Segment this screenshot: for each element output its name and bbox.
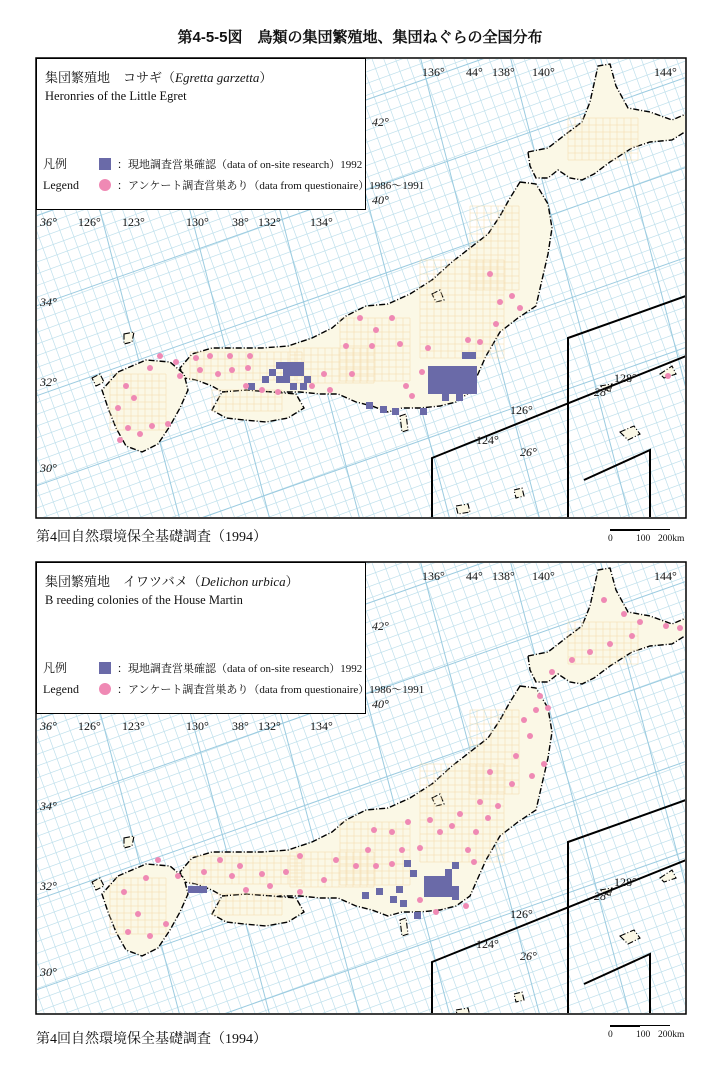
research-square — [442, 366, 449, 373]
research-square — [396, 886, 403, 893]
lon-label: 44° — [466, 65, 483, 79]
research-square — [283, 369, 290, 376]
research-square — [469, 352, 476, 359]
questionnaire-dot — [333, 857, 339, 863]
lon-label: 134° — [310, 215, 333, 229]
questionnaire-dot — [349, 371, 355, 377]
questionnaire-dot — [405, 819, 411, 825]
research-square — [449, 387, 456, 394]
questionnaire-dot — [607, 641, 613, 647]
questionnaire-dot — [427, 817, 433, 823]
research-square — [456, 394, 463, 401]
research-square — [449, 373, 456, 380]
questionnaire-dot — [485, 815, 491, 821]
questionnaire-dot — [397, 341, 403, 347]
questionnaire-dot — [197, 367, 203, 373]
research-square — [456, 380, 463, 387]
questionnaire-dot — [465, 847, 471, 853]
lat-label: 40° — [372, 193, 389, 207]
lat-label: 28° — [594, 385, 611, 399]
lat-label: 26° — [520, 949, 537, 963]
questionnaire-dot — [389, 861, 395, 867]
questionnaire-dot — [117, 437, 123, 443]
questionnaire-dot — [157, 353, 163, 359]
questionnaire-dot — [163, 921, 169, 927]
questionnaire-dot-icon — [99, 179, 111, 191]
lon-label: 123° — [122, 215, 145, 229]
legend-questionnaire-label: ：アンケート調査営巣あり（data from questionaire）1986～1991 — [117, 684, 425, 696]
questionnaire-dot — [227, 353, 233, 359]
lon-label: 140° — [532, 569, 555, 583]
questionnaire-dot — [545, 705, 551, 711]
research-square — [442, 387, 449, 394]
lat-label: 36° — [40, 215, 57, 229]
questionnaire-dot — [477, 339, 483, 345]
legend-research-label: ：現地調査営巣確認（data of on-site research）1992 — [117, 662, 363, 675]
questionnaire-dot — [125, 929, 131, 935]
research-square — [290, 369, 297, 376]
questionnaire-dot — [327, 387, 333, 393]
questionnaire-dot — [207, 353, 213, 359]
questionnaire-dot — [437, 829, 443, 835]
map-subtitle: Heronries of the Little Egret — [45, 89, 187, 103]
scale-bar — [606, 1022, 716, 1044]
research-square — [424, 883, 431, 890]
research-square — [276, 376, 283, 383]
lat-label: 32° — [40, 375, 57, 389]
questionnaire-dot — [229, 367, 235, 373]
research-square — [445, 876, 452, 883]
legend-key-jp: 凡例 — [43, 157, 68, 171]
research-square — [420, 408, 427, 415]
lat-label: 36° — [40, 719, 57, 733]
research-square — [431, 883, 438, 890]
scale-label-end: 200km — [658, 534, 685, 544]
lon-label: 126° — [78, 215, 101, 229]
research-square — [452, 862, 459, 869]
questionnaire-dot — [637, 619, 643, 625]
research-square — [392, 408, 399, 415]
figure-title: 第4-5-5図 鳥類の集団繁殖地、集団ねぐらの全国分布 — [177, 29, 543, 46]
research-square — [269, 369, 276, 376]
questionnaire-dot — [147, 365, 153, 371]
research-square — [442, 394, 449, 401]
research-square — [435, 380, 442, 387]
research-square — [470, 380, 477, 387]
legend-row-research — [43, 659, 362, 676]
research-square — [194, 886, 201, 893]
lat-label: 34° — [40, 799, 57, 813]
research-square — [362, 892, 369, 899]
questionnaire-dot — [237, 863, 243, 869]
map-title-close: ） — [259, 70, 273, 85]
research-square — [456, 373, 463, 380]
map-title-latin: Egretta garzetta — [175, 70, 260, 85]
lon-label: 126° — [510, 907, 533, 921]
lon-label: 138° — [492, 65, 515, 79]
research-square — [248, 383, 255, 390]
scale-bar-line — [610, 529, 640, 531]
lon-label: 124° — [476, 937, 499, 951]
research-square — [200, 886, 207, 893]
questionnaire-dot — [177, 373, 183, 379]
questionnaire-dot — [417, 845, 423, 851]
questionnaire-dot — [149, 423, 155, 429]
research-square — [463, 380, 470, 387]
research-square — [188, 886, 195, 893]
scale-label-mid: 100 — [636, 1030, 651, 1040]
questionnaire-dot — [527, 733, 533, 739]
lon-label: 126° — [78, 719, 101, 733]
questionnaire-dot — [371, 827, 377, 833]
questionnaire-dot — [275, 389, 281, 395]
questionnaire-dot — [115, 405, 121, 411]
map-title-latin: Delichon urbica — [200, 574, 286, 589]
questionnaire-dot — [409, 393, 415, 399]
questionnaire-dot — [229, 873, 235, 879]
questionnaire-dot — [215, 371, 221, 377]
scale-label-mid: 100 — [636, 534, 651, 544]
scale-bar-line — [640, 1025, 670, 1026]
research-square — [435, 387, 442, 394]
questionnaire-dot — [621, 611, 627, 617]
questionnaire-dot — [131, 395, 137, 401]
research-square — [428, 366, 435, 373]
research-square — [304, 376, 311, 383]
research-square — [463, 387, 470, 394]
questionnaire-dot — [373, 327, 379, 333]
research-square — [380, 406, 387, 413]
questionnaire-dot — [399, 847, 405, 853]
research-square — [300, 383, 307, 390]
questionnaire-dot — [135, 911, 141, 917]
map-title — [45, 69, 357, 87]
questionnaire-dot — [521, 717, 527, 723]
questionnaire-dot — [321, 877, 327, 883]
lon-label: 130° — [186, 215, 209, 229]
questionnaire-dot — [601, 597, 607, 603]
research-square — [462, 352, 469, 359]
questionnaire-dot — [125, 425, 131, 431]
research-square — [456, 387, 463, 394]
source-caption: 第4回自然環境保全基礎調査（1994） — [36, 1032, 267, 1047]
questionnaire-dot-icon — [99, 683, 111, 695]
questionnaire-dot — [259, 387, 265, 393]
legend-key-en: Legend — [43, 177, 79, 192]
legend-row-questionnaire — [43, 177, 424, 193]
questionnaire-dot — [201, 869, 207, 875]
questionnaire-dot — [493, 321, 499, 327]
research-square — [438, 876, 445, 883]
questionnaire-dot — [549, 669, 555, 675]
lon-label: 132° — [258, 215, 281, 229]
questionnaire-dot — [389, 315, 395, 321]
lon-label: 130° — [186, 719, 209, 733]
map-subtitle: B reeding colonies of the House Martin — [45, 593, 243, 607]
research-square — [431, 876, 438, 883]
map-title — [45, 573, 357, 591]
research-square — [400, 900, 407, 907]
questionnaire-dot — [509, 293, 515, 299]
questionnaire-dot — [143, 875, 149, 881]
questionnaire-dot — [663, 623, 669, 629]
research-square — [470, 373, 477, 380]
scale-label-zero: 0 — [608, 1030, 613, 1040]
questionnaire-dot — [587, 649, 593, 655]
questionnaire-dot — [471, 859, 477, 865]
research-square — [414, 912, 421, 919]
scale-bar-line — [640, 529, 670, 530]
questionnaire-dot — [389, 829, 395, 835]
scale-label-end: 200km — [658, 1030, 685, 1040]
research-square — [463, 366, 470, 373]
map-title-jp: 集団繁殖地 コサギ（ — [45, 70, 176, 85]
questionnaire-dot — [465, 337, 471, 343]
research-square-icon — [99, 158, 111, 170]
questionnaire-dot — [173, 359, 179, 365]
questionnaire-dot — [509, 781, 515, 787]
questionnaire-dot — [353, 863, 359, 869]
lat-label: 32° — [40, 879, 57, 893]
research-square — [435, 366, 442, 373]
research-square — [470, 366, 477, 373]
questionnaire-dot — [457, 811, 463, 817]
map-title-jp: 集団繁殖地 イワツバメ（ — [45, 574, 201, 589]
questionnaire-dot — [537, 693, 543, 699]
scale-label-zero: 0 — [608, 534, 613, 544]
questionnaire-dot — [245, 365, 251, 371]
research-square-icon — [99, 662, 111, 674]
research-square — [449, 366, 456, 373]
questionnaire-dot — [283, 869, 289, 875]
research-square — [428, 387, 435, 394]
lon-label: 128° — [614, 875, 637, 889]
research-square — [470, 387, 477, 394]
research-square — [297, 369, 304, 376]
research-square — [410, 870, 417, 877]
research-square — [290, 383, 297, 390]
questionnaire-dot — [533, 707, 539, 713]
legend-research-label: ：現地調査営巣確認（data of on-site research）1992 — [117, 158, 363, 171]
research-square — [276, 362, 283, 369]
research-square — [366, 402, 373, 409]
lon-label: 38° — [232, 215, 249, 229]
questionnaire-dot — [137, 431, 143, 437]
research-square — [428, 373, 435, 380]
questionnaire-dot — [425, 345, 431, 351]
questionnaire-dot — [343, 343, 349, 349]
questionnaire-dot — [309, 383, 315, 389]
research-square — [431, 890, 438, 897]
questionnaire-dot — [373, 863, 379, 869]
research-square — [445, 890, 452, 897]
questionnaire-dot — [473, 829, 479, 835]
questionnaire-dot — [497, 299, 503, 305]
questionnaire-dot — [665, 373, 671, 379]
research-square — [438, 883, 445, 890]
questionnaire-dot — [517, 305, 523, 311]
research-square — [376, 888, 383, 895]
legend-questionnaire-label: ：アンケート調査営巣あり（data from questionaire）1986～1991 — [117, 180, 425, 192]
legend-key-en: Legend — [43, 681, 79, 696]
lat-label: 42° — [372, 619, 389, 633]
lon-label: 144° — [654, 65, 677, 79]
research-square — [424, 890, 431, 897]
questionnaire-dot — [247, 353, 253, 359]
questionnaire-dot — [629, 633, 635, 639]
research-square — [424, 876, 431, 883]
lon-label: 126° — [510, 403, 533, 417]
questionnaire-dot — [155, 857, 161, 863]
lon-label: 134° — [310, 719, 333, 733]
research-square — [283, 376, 290, 383]
research-square — [297, 362, 304, 369]
questionnaire-dot — [403, 383, 409, 389]
lon-label: 44° — [466, 569, 483, 583]
lon-label: 124° — [476, 433, 499, 447]
research-square — [445, 883, 452, 890]
lon-label: 140° — [532, 65, 555, 79]
lon-label: 123° — [122, 719, 145, 733]
questionnaire-dot — [165, 421, 171, 427]
questionnaire-dot — [433, 909, 439, 915]
research-square — [283, 362, 290, 369]
research-square — [452, 886, 459, 893]
questionnaire-dot — [175, 873, 181, 879]
lat-label: 26° — [520, 445, 537, 459]
legend-key-jp: 凡例 — [43, 661, 68, 675]
lat-label: 30° — [40, 461, 57, 475]
lon-label: 38° — [232, 719, 249, 733]
questionnaire-dot — [357, 315, 363, 321]
research-square — [428, 380, 435, 387]
questionnaire-dot — [297, 889, 303, 895]
lat-label: 42° — [372, 115, 389, 129]
questionnaire-dot — [487, 769, 493, 775]
research-square — [442, 380, 449, 387]
questionnaire-dot — [243, 383, 249, 389]
questionnaire-dot — [449, 823, 455, 829]
questionnaire-dot — [569, 657, 575, 663]
lon-label: 128° — [614, 371, 637, 385]
questionnaire-dot — [259, 871, 265, 877]
scale-bar — [606, 526, 716, 548]
questionnaire-dot — [417, 897, 423, 903]
lat-label: 34° — [40, 295, 57, 309]
questionnaire-dot — [297, 853, 303, 859]
questionnaire-dot — [677, 625, 683, 631]
questionnaire-dot — [463, 903, 469, 909]
questionnaire-dot — [477, 799, 483, 805]
questionnaire-dot — [193, 355, 199, 361]
lat-label: 30° — [40, 965, 57, 979]
questionnaire-dot — [147, 933, 153, 939]
research-square — [390, 896, 397, 903]
questionnaire-dot — [541, 761, 547, 767]
questionnaire-dot — [321, 371, 327, 377]
lat-label: 28° — [594, 889, 611, 903]
research-square — [442, 373, 449, 380]
research-square — [445, 869, 452, 876]
research-square — [463, 373, 470, 380]
lon-label: 136° — [422, 65, 445, 79]
lon-label: 144° — [654, 569, 677, 583]
lon-label: 132° — [258, 719, 281, 733]
source-caption: 第4回自然環境保全基礎調査（1994） — [36, 530, 267, 545]
lon-label: 136° — [422, 569, 445, 583]
questionnaire-dot — [369, 343, 375, 349]
research-square — [435, 373, 442, 380]
questionnaire-dot — [243, 887, 249, 893]
research-square — [262, 376, 269, 383]
scale-bar-line — [610, 1025, 640, 1027]
questionnaire-dot — [267, 883, 273, 889]
questionnaire-dot — [365, 847, 371, 853]
legend-row-questionnaire — [43, 681, 424, 697]
research-square — [449, 380, 456, 387]
questionnaire-dot — [419, 369, 425, 375]
research-square — [438, 890, 445, 897]
lat-label: 40° — [372, 697, 389, 711]
research-square — [456, 366, 463, 373]
questionnaire-dot — [495, 803, 501, 809]
map-title-close: ） — [285, 574, 299, 589]
questionnaire-dot — [529, 773, 535, 779]
questionnaire-dot — [487, 271, 493, 277]
research-square — [452, 893, 459, 900]
legend-row-research — [43, 155, 362, 172]
lon-label: 138° — [492, 569, 515, 583]
questionnaire-dot — [217, 857, 223, 863]
research-square — [404, 860, 411, 867]
questionnaire-dot — [121, 889, 127, 895]
questionnaire-dot — [513, 753, 519, 759]
research-square — [290, 362, 297, 369]
questionnaire-dot — [123, 383, 129, 389]
